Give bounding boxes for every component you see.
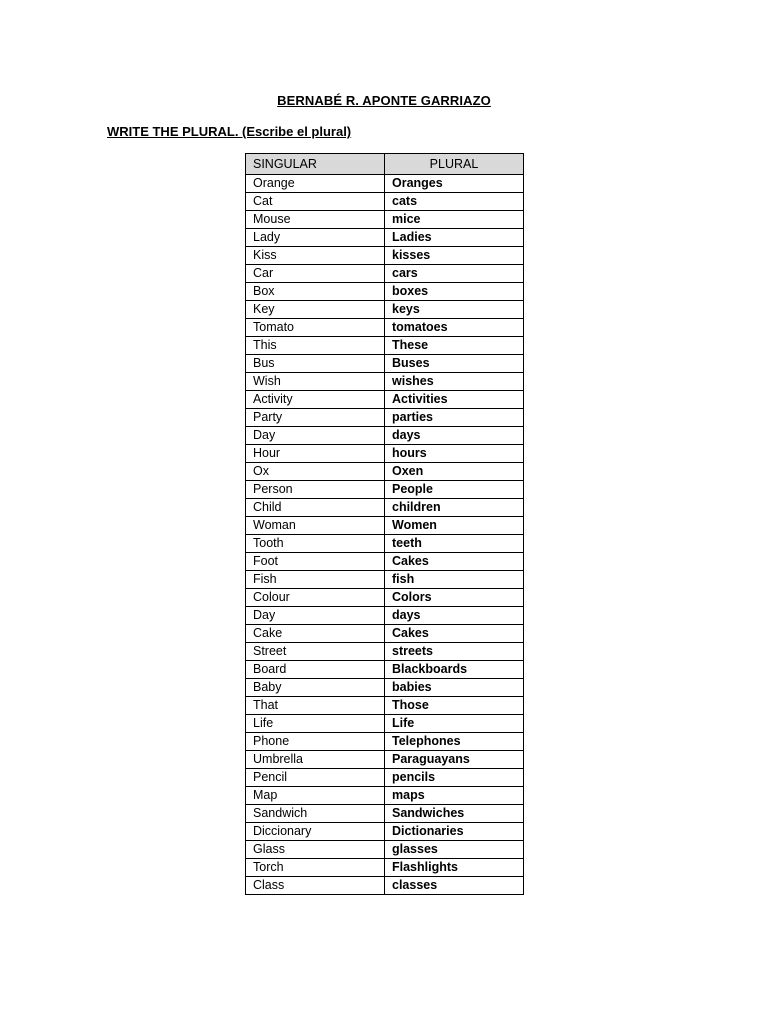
- instruction-heading: WRITE THE PLURAL. (Escribe el plural): [107, 124, 352, 139]
- plural-cell: These: [385, 337, 524, 355]
- plural-cell: maps: [385, 787, 524, 805]
- plural-cell: cars: [385, 265, 524, 283]
- table-row: [246, 283, 524, 301]
- table-row: [246, 859, 524, 877]
- singular-cell: Board: [246, 661, 385, 679]
- singular-cell: Hour: [246, 445, 385, 463]
- table-body: [246, 175, 524, 895]
- table-row: [246, 499, 524, 517]
- plural-cell: Blackboards: [385, 661, 524, 679]
- singular-cell: Person: [246, 481, 385, 499]
- plural-cell: Oranges: [385, 175, 524, 193]
- singular-cell: Sandwich: [246, 805, 385, 823]
- singular-cell: Life: [246, 715, 385, 733]
- plural-column-header: PLURAL: [385, 154, 524, 175]
- singular-cell: Orange: [246, 175, 385, 193]
- table-row: [246, 265, 524, 283]
- table-row: [246, 679, 524, 697]
- plural-cell: kisses: [385, 247, 524, 265]
- plural-cell: parties: [385, 409, 524, 427]
- singular-cell: Torch: [246, 859, 385, 877]
- singular-cell: Umbrella: [246, 751, 385, 769]
- table-row: [246, 211, 524, 229]
- plural-cell: Buses: [385, 355, 524, 373]
- table-row: [246, 661, 524, 679]
- plural-cell: Sandwiches: [385, 805, 524, 823]
- singular-cell: Diccionary: [246, 823, 385, 841]
- table-row: [246, 337, 524, 355]
- singular-cell: Class: [246, 877, 385, 895]
- plural-cell: glasses: [385, 841, 524, 859]
- plural-cell: Women: [385, 517, 524, 535]
- singular-cell: This: [246, 337, 385, 355]
- plural-cell: classes: [385, 877, 524, 895]
- plural-cell: Those: [385, 697, 524, 715]
- singular-cell: Baby: [246, 679, 385, 697]
- plural-cell: Activities: [385, 391, 524, 409]
- table-row: [246, 697, 524, 715]
- plural-cell: teeth: [385, 535, 524, 553]
- singular-cell: Child: [246, 499, 385, 517]
- singular-cell: Day: [246, 607, 385, 625]
- plural-cell: Cakes: [385, 553, 524, 571]
- singular-cell: Fish: [246, 571, 385, 589]
- plural-cell: Cakes: [385, 625, 524, 643]
- author-name: BERNABÉ R. APONTE GARRIAZO: [277, 93, 491, 108]
- plural-cell: children: [385, 499, 524, 517]
- plural-cell: Colors: [385, 589, 524, 607]
- singular-cell: Foot: [246, 553, 385, 571]
- table-row: [246, 643, 524, 661]
- table-row: [246, 427, 524, 445]
- plural-cell: days: [385, 607, 524, 625]
- table-row: [246, 409, 524, 427]
- table-row: [246, 463, 524, 481]
- table-row: [246, 715, 524, 733]
- table-row: [246, 571, 524, 589]
- plural-cell: Ladies: [385, 229, 524, 247]
- plural-cell: wishes: [385, 373, 524, 391]
- table-row: [246, 823, 524, 841]
- table-row: [246, 445, 524, 463]
- singular-cell: Phone: [246, 733, 385, 751]
- singular-cell: Party: [246, 409, 385, 427]
- singular-cell: Activity: [246, 391, 385, 409]
- singular-cell: Tomato: [246, 319, 385, 337]
- plural-cell: streets: [385, 643, 524, 661]
- singular-cell: Kiss: [246, 247, 385, 265]
- table-row: [246, 805, 524, 823]
- singular-cell: Lady: [246, 229, 385, 247]
- plural-cell: People: [385, 481, 524, 499]
- table-row: [246, 355, 524, 373]
- table-row: [246, 229, 524, 247]
- table-row: [246, 481, 524, 499]
- plural-cell: Dictionaries: [385, 823, 524, 841]
- plural-cell: pencils: [385, 769, 524, 787]
- singular-cell: Wish: [246, 373, 385, 391]
- table-row: [246, 373, 524, 391]
- table-row: [246, 751, 524, 769]
- singular-cell: Street: [246, 643, 385, 661]
- plural-table: [245, 153, 524, 895]
- singular-cell: That: [246, 697, 385, 715]
- table-row: [246, 877, 524, 895]
- plural-cell: boxes: [385, 283, 524, 301]
- table-row: [246, 535, 524, 553]
- table-row: [246, 391, 524, 409]
- table-header-row: [246, 154, 524, 175]
- singular-cell: Glass: [246, 841, 385, 859]
- table-row: [246, 625, 524, 643]
- table-row: [246, 769, 524, 787]
- singular-cell: Bus: [246, 355, 385, 373]
- singular-cell: Mouse: [246, 211, 385, 229]
- singular-cell: Woman: [246, 517, 385, 535]
- table-row: [246, 175, 524, 193]
- singular-cell: Pencil: [246, 769, 385, 787]
- singular-column-header: SINGULAR: [246, 154, 385, 175]
- table-row: [246, 193, 524, 211]
- plural-cell: days: [385, 427, 524, 445]
- singular-cell: Box: [246, 283, 385, 301]
- plural-cell: Life: [385, 715, 524, 733]
- singular-cell: Cake: [246, 625, 385, 643]
- plural-cell: babies: [385, 679, 524, 697]
- table-row: [246, 247, 524, 265]
- plural-cell: Oxen: [385, 463, 524, 481]
- singular-cell: Cat: [246, 193, 385, 211]
- table-row: [246, 787, 524, 805]
- table-row: [246, 589, 524, 607]
- table-row: [246, 733, 524, 751]
- singular-cell: Key: [246, 301, 385, 319]
- plural-cell: cats: [385, 193, 524, 211]
- plural-cell: mice: [385, 211, 524, 229]
- plural-cell: fish: [385, 571, 524, 589]
- table-row: [246, 319, 524, 337]
- singular-cell: Tooth: [246, 535, 385, 553]
- table-row: [246, 301, 524, 319]
- singular-cell: Colour: [246, 589, 385, 607]
- plural-cell: Paraguayans: [385, 751, 524, 769]
- plural-cell: hours: [385, 445, 524, 463]
- plural-cell: tomatoes: [385, 319, 524, 337]
- table-row: [246, 841, 524, 859]
- table-row: [246, 553, 524, 571]
- plural-cell: Telephones: [385, 733, 524, 751]
- table-row: [246, 607, 524, 625]
- plural-cell: keys: [385, 301, 524, 319]
- singular-cell: Car: [246, 265, 385, 283]
- singular-cell: Ox: [246, 463, 385, 481]
- plural-cell: Flashlights: [385, 859, 524, 877]
- singular-cell: Map: [246, 787, 385, 805]
- singular-cell: Day: [246, 427, 385, 445]
- table-row: [246, 517, 524, 535]
